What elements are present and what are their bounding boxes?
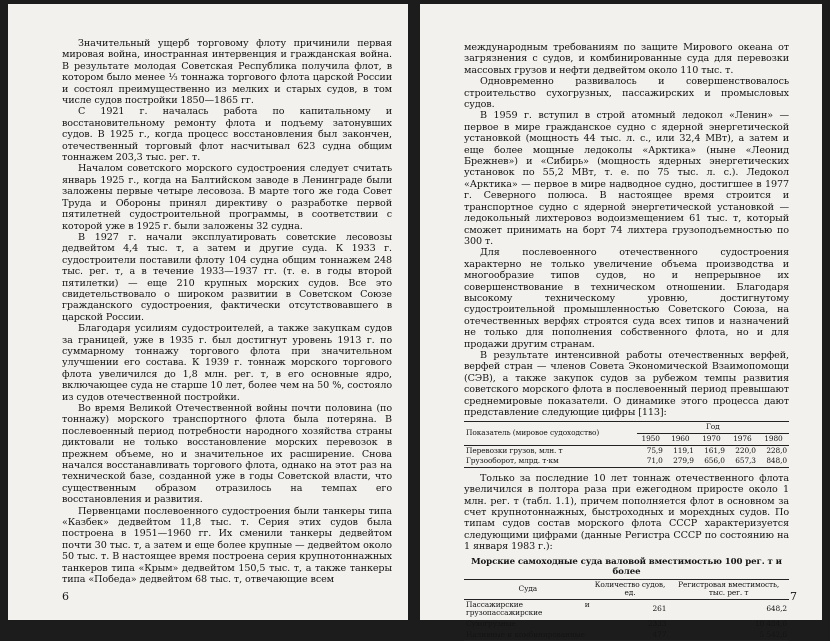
shipping-dynamics-table	[464, 421, 789, 467]
table-row	[464, 619, 789, 630]
table-header: Количество судов, ед.	[592, 579, 669, 599]
table-header: Регистровая вместимость, тыс. рег. т	[668, 579, 789, 599]
table-cell: 228,0	[766, 445, 787, 455]
table-row	[464, 630, 789, 641]
table-header-group: Год	[637, 422, 789, 434]
table-cell: Грузооборот, млрд. т·км	[466, 456, 559, 466]
table-caption: Морские самоходные суда валовой вместимостью 100 рег. т и более	[471, 556, 782, 577]
table-cell: 119,1	[673, 445, 694, 455]
paragraph: Значительный ущерб торговому флоту причинили первая мировая война, иностранная интервенция и гражданская война. В результате молодая Советская Республика получила флот, в котором было менее ⅓ тоннажа торгового флота царской России и состоял преимущественно из мелких и старых судов, в том числе судов постройки 1850—1865 гг.	[62, 38, 392, 107]
paragraph: В 1959 г. вступил в строй атомный ледокол «Ленин» — первое в мире гражданское судно с ядерной энергетической установкой (мощность 44 тыс. л. с., или 32,4 МВт), а затем и еще более мощные ледоколы «Арктика» (ныне «Леонид Брежнев») и «Сибирь» (мощность ядерных энергетических установок по 55,2 МВт, т. е. по 75 тыс. л. с.). Ледокол «Арктика» — первое в мире надводное судно, достигшее в 1977 г. Северного полюса. В настоящее время строится и транспортное судно с ядерной энергетической установкой — ледокольный лихтеровоз водоизмещением 61 тыс. т, который сможет принимать на борт 74 лихтера грузоподъемностью по 300 т.	[464, 110, 789, 247]
table-cell: Сухогрузные	[466, 619, 516, 628]
table-header: 1980	[758, 434, 789, 446]
table-cell: 656,0	[704, 456, 725, 466]
table-header: Суда	[464, 579, 592, 599]
paragraph: Только за последние 10 лет тоннаж отечественного флота увеличился в полтора раза при ежегодном приросте около 1 млн. рег. т (табл. 1.1), причем пополняется флот в основном за счет крупнотоннажных, быстроходных и морехдных судов. По типам судов состав морского флота СССР характеризуется следующими цифрами (данные Регистра СССР по состоянию на 1 января 1983 г.):	[464, 472, 789, 553]
paragraph: Во время Великой Отечественной войны почти половина (по тоннажу) морского транспортного флота была потеряна. В послевоенный период потребности народного хозяйства страны диктовали не только восстановление морских перевозок в прежнем объеме, но и значительное их расширение. Снова начался восстанавливать торгового флота, однако на этот раз на технической базе, созданной уже в годы Советской власти, что существенным образом отразилось на темпах его восстановления и развития.	[62, 403, 392, 506]
table-cell: Наливные и комбинированные	[466, 629, 585, 639]
page-number: 6	[62, 590, 69, 603]
table-cell: 648,2	[766, 604, 787, 614]
table-header: 1960	[665, 434, 696, 446]
table-row	[464, 445, 789, 456]
table-cell: 71,0	[646, 456, 663, 466]
paragraph: Благодаря усилиям судостроителей, а также закупкам судов за границей, уже в 1935 г. был достигнут уровень 1913 г. по суммарному тоннажу торгового флота при значительном улучшении его состава. К 1939 г. тоннаж морского торгового флота увеличился до 1,8 млн. рег. т, в его основные ядро, включающее суда не старше 10 лет, более чем на 50 %, состояло из судов отечественной постройки.	[62, 323, 392, 403]
paragraph: В 1927 г. начали эксплуатировать советские лесовозы дедвейтом 4,4 тыс. т, а затем и другие суда. К 1933 г. судостроители поставили флоту 104 судна общим тоннажем 248 тыс. рег. т, а в течение 1933—1937 гг. (т. е. в годы второй пятилетки) — еще 210 крупных морских судов. Все это свидетельствовало о широком развитии в Советском Союзе гражданского судостроения, фактически отсутствовавшего в царской России.	[62, 231, 392, 323]
fleet-composition-table	[464, 579, 789, 641]
table-row	[464, 456, 789, 467]
table-row	[464, 599, 789, 619]
table-cell: 2333	[647, 619, 667, 628]
paragraph: Одновременно развивалось и совершенствовалось строительство сухогрузных, пассажирских и промысловых судов.	[464, 76, 789, 111]
paragraph: Для послевоенного отечественного судостроения характерно не только увеличение объема производства и многообразие типов судов, но и непрерывное их совершенствование в техническом отношении. Благодаря высокому техническому уровню, достигнутому судостроительной промышленностью Советского Союза, на отечественных верфях строятся суда всех типов и назначений не только для пополнения собственного флота, но и для продажи другим странам.	[464, 247, 789, 350]
table-header: 1976	[727, 434, 758, 446]
table-cell: 220,0	[735, 445, 756, 455]
left-text-column	[62, 38, 392, 586]
paragraph: С 1921 г. началась работа по капитальному и восстановительному ремонту флота и подъему затонувших судов. В 1925 г., когда процесс восстановления был закончен, отечественный торговый флот насчитывал 623 судна общим тоннажем 203,3 тыс. рег. т.	[62, 106, 392, 164]
table-cell: Перевозки грузов, млн. т	[466, 445, 563, 455]
table-cell: 161,9	[704, 445, 725, 455]
paragraph: В результате интенсивной работы отечественных верфей, верфей стран — членов Совета Экономической Взаимопомощи (СЭВ), а также закупок судов за рубежом темпы развития советского морского флота в послевоенный период превышают среднемировые показатели. О динамике этого процесса дают представление следующие цифры [113]:	[464, 349, 789, 418]
paragraph: Началом советского морского судостроения следует считать январь 1925 г., когда на Балтийском заводе в Ленинграде были заложены первые четыре лесовоза. В марте того же года Совет Труда и Обороны принял директиву о разработке первой пятилетней судостроительной программы, в соответствии с которой уже в 1925 г. были заложены 32 судна.	[62, 163, 392, 232]
table-header: 1970	[696, 434, 727, 446]
paragraph: Первенцами послевоенного судостроения были танкеры типа «Казбек» дедвейтом 11,8 тыс. т. Серия этих судов была построена в 1951—1960 гг. Их сменили танкеры дедвейтом почти 30 тыс. т, а затем и еще более крупные — дедвейтом около 50 тыс. т. В настоящее время построена серия крупнотоннажных танкеров типа «Крым» дедвейтом 150,5 тыс. т, а также танкеры типа «Победа» дедвейтом 68 тыс. т, отвечающие всем	[62, 505, 392, 586]
table-cell: 279,9	[673, 456, 694, 466]
right-text-column	[464, 42, 789, 641]
table-cell: Пассажирские и грузопассажирские	[466, 599, 590, 618]
table-cell: 10 484,6	[754, 619, 787, 628]
table-header: Показатель (мировое судоходство)	[464, 422, 637, 445]
table-header: 1950	[637, 434, 665, 446]
right-page	[420, 4, 822, 639]
table-cell: 261	[652, 604, 667, 614]
page-number: 7	[790, 590, 797, 603]
table-cell: 848,0	[766, 456, 787, 466]
table-cell: 75,9	[646, 445, 663, 455]
left-page	[8, 4, 408, 620]
table-cell: 657,3	[735, 456, 756, 466]
table-cell: 5 542,6	[759, 629, 787, 639]
table-cell: 477	[652, 629, 667, 639]
paragraph: международным требованиям по защите Мирового океана от загрязнения с судов, и комбинированные суда для перевозки массовых грузов и нефти дедвейтом около 110 тыс. т.	[464, 42, 789, 76]
